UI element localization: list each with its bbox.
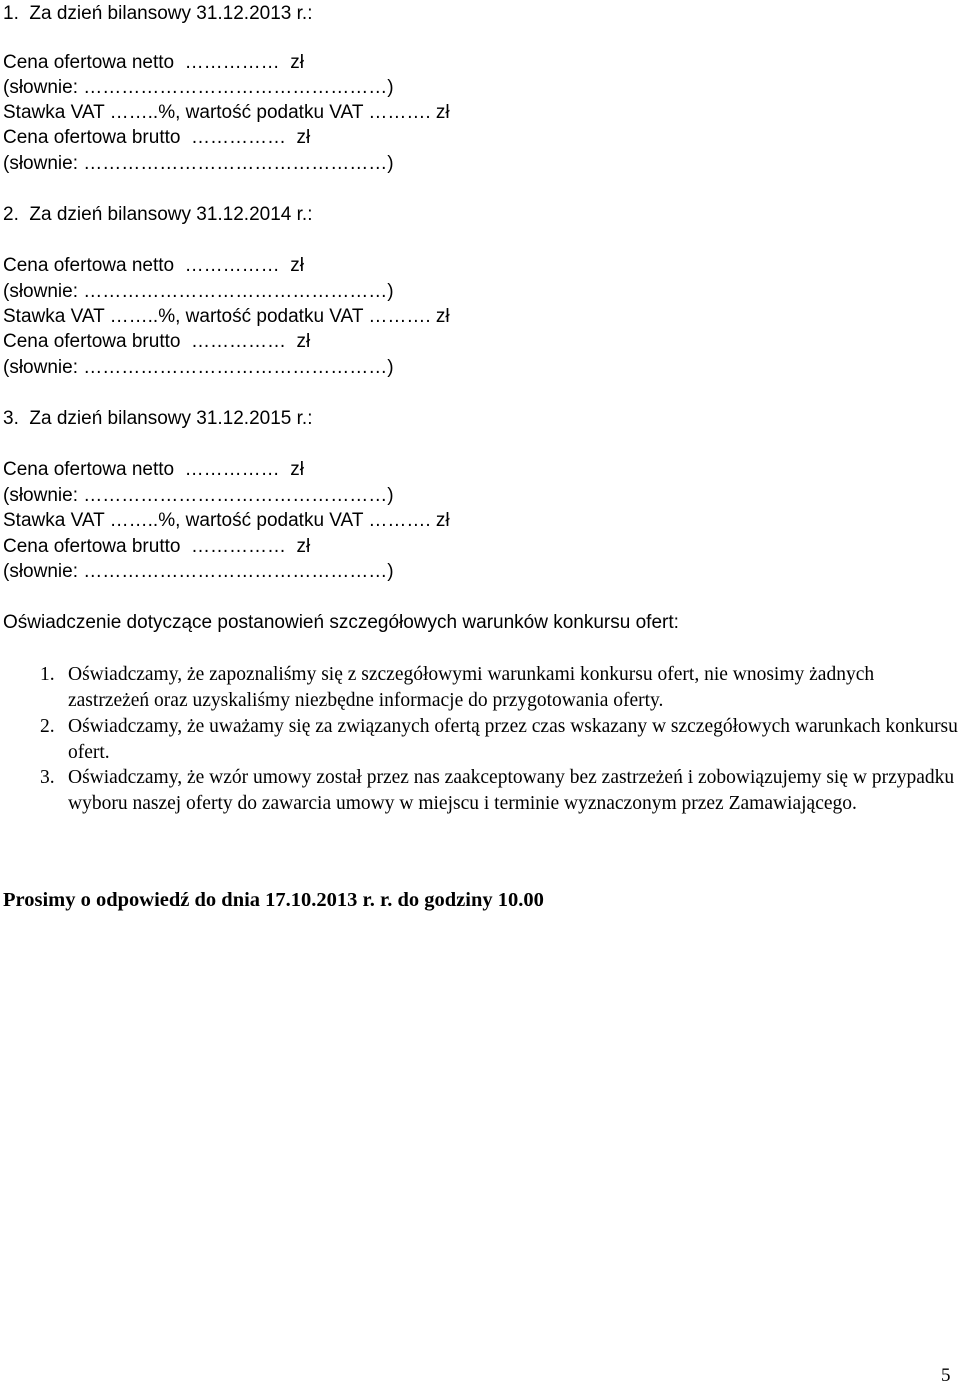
section-2-heading: 2. Za dzień bilansowy 31.12.2014 r.: xyxy=(3,204,313,225)
in-words-line: (słownie: …………………………………………) xyxy=(3,77,394,98)
item-text: Oświadczamy, że uważamy się za związanych ofertą przez czas wskazany w szczegółowych warunkach konkursu ofert. xyxy=(68,716,958,763)
item-number: 3. xyxy=(40,767,55,788)
declaration-item-2 xyxy=(40,714,960,765)
vat-line: Stawka VAT ……..%, wartość podatku VAT ………. zł xyxy=(3,510,450,531)
closing-note: Prosimy o odpowiedź do dnia 17.10.2013 r. r. do godziny 10.00 xyxy=(3,889,544,911)
item-number: 2. xyxy=(40,716,55,737)
net-price-line: Cena ofertowa netto …………… zł xyxy=(3,255,304,276)
in-words-line: (słownie: …………………………………………) xyxy=(3,485,394,506)
in-words-line: (słownie: …………………………………………) xyxy=(3,561,394,582)
declaration-item-1 xyxy=(40,662,960,713)
declaration-item-3 xyxy=(40,765,960,816)
in-words-line: (słownie: …………………………………………) xyxy=(3,153,394,174)
gross-price-line: Cena ofertowa brutto …………… zł xyxy=(3,127,311,148)
item-text: Oświadczamy, że zapoznaliśmy się z szczegółowymi warunkami konkursu ofert, nie wnosimy żadnych zastrzeżeń oraz uzyskaliśmy niezbędne informacje do przygotowania oferty. xyxy=(68,664,875,711)
vat-line: Stawka VAT ……..%, wartość podatku VAT ………. zł xyxy=(3,102,450,123)
net-price-line: Cena ofertowa netto …………… zł xyxy=(3,52,304,73)
page-number: 5 xyxy=(941,1365,951,1386)
vat-line: Stawka VAT ……..%, wartość podatku VAT ………. zł xyxy=(3,306,450,327)
section-1-heading: 1. Za dzień bilansowy 31.12.2013 r.: xyxy=(3,3,313,24)
gross-price-line: Cena ofertowa brutto …………… zł xyxy=(3,331,311,352)
declaration-heading: Oświadczenie dotyczące postanowień szczegółowych warunków konkursu ofert: xyxy=(3,612,679,633)
item-number: 1. xyxy=(40,664,55,685)
in-words-line: (słownie: …………………………………………) xyxy=(3,281,394,302)
net-price-line: Cena ofertowa netto …………… zł xyxy=(3,459,304,480)
item-text: Oświadczamy, że wzór umowy został przez nas zaakceptowany bez zastrzeżeń i zobowiązujemy się w przypadku wyboru naszej oferty do zawarcia umowy w miejscu i terminie wyznaczonym przez Zamawiającego. xyxy=(68,767,955,814)
in-words-line: (słownie: …………………………………………) xyxy=(3,357,394,378)
gross-price-line: Cena ofertowa brutto …………… zł xyxy=(3,536,311,557)
section-3-heading: 3. Za dzień bilansowy 31.12.2015 r.: xyxy=(3,408,313,429)
